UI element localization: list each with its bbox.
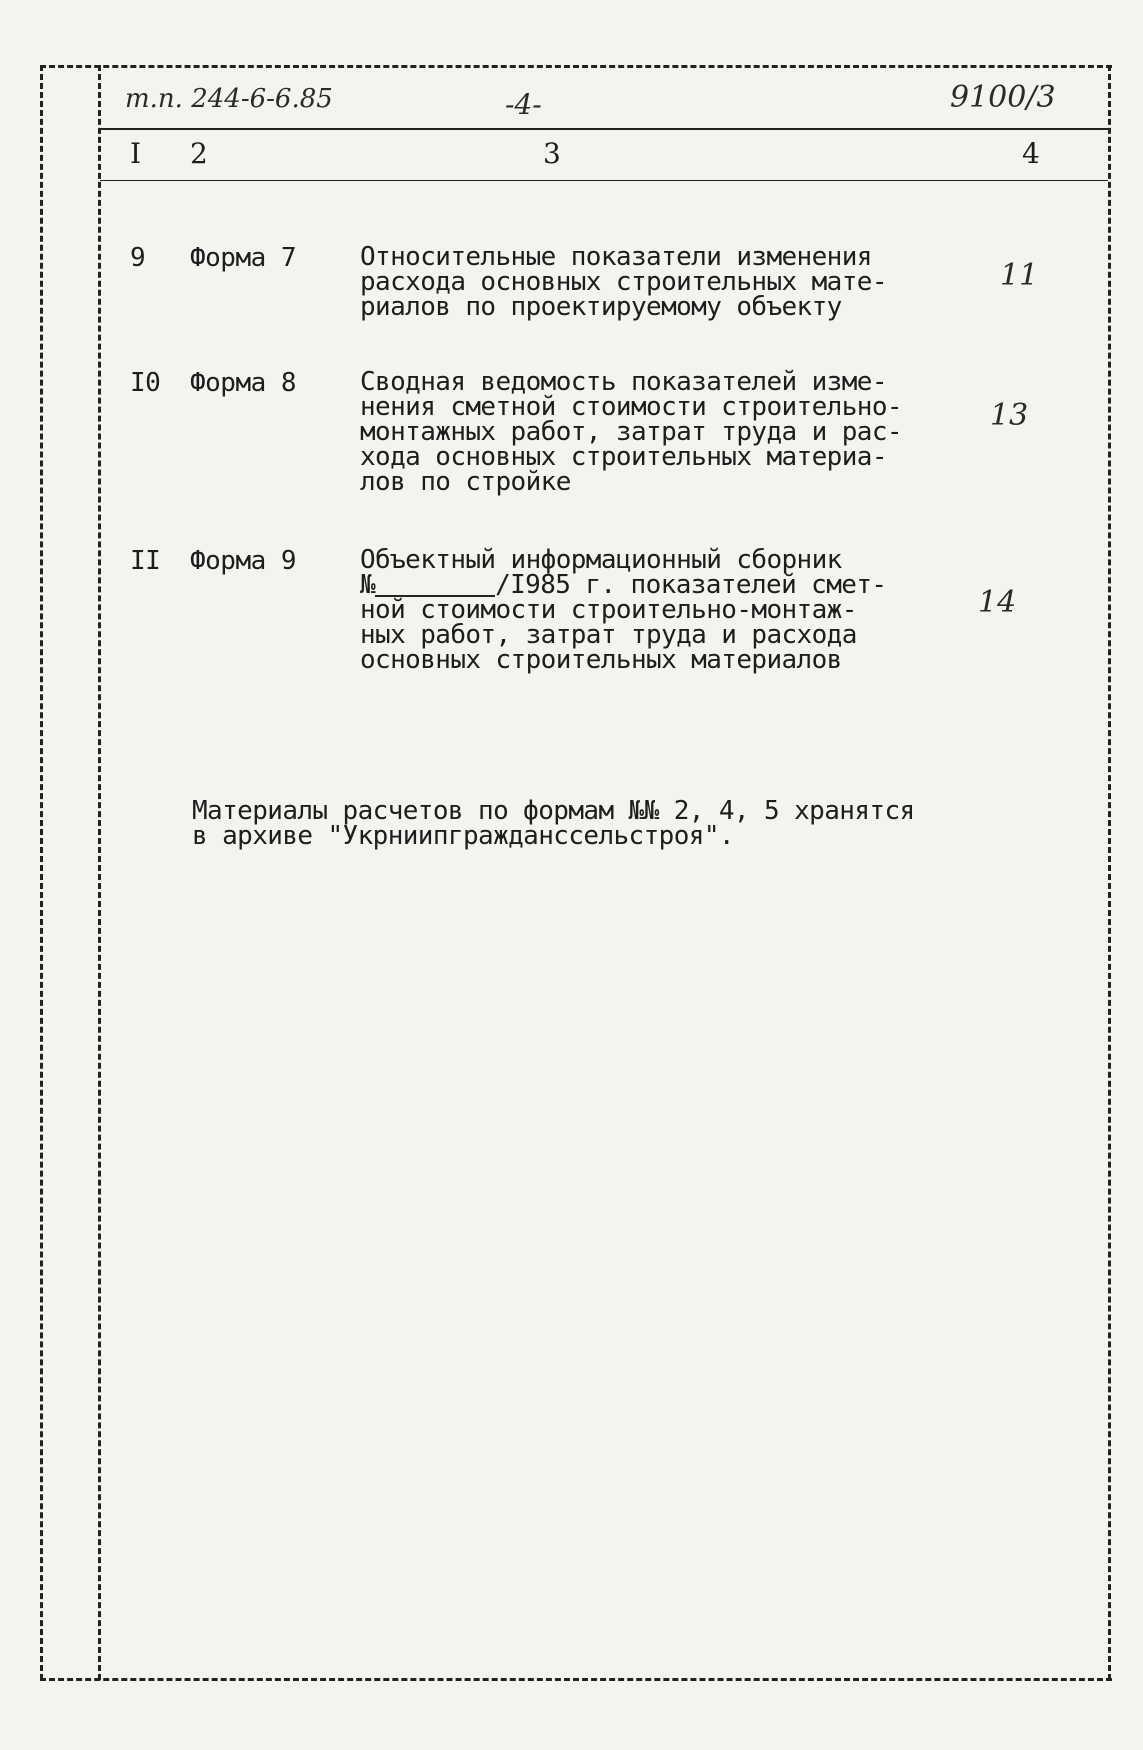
row-page: 14 xyxy=(978,585,1017,620)
column-header-2: 2 xyxy=(190,137,208,170)
row-description-line: ной стоимости строительно-монтаж- xyxy=(360,595,857,625)
row-description-line: риалов по проектируемому объекту xyxy=(360,292,842,322)
row-description-line: лов по стройке xyxy=(360,467,571,497)
column-header-4: 4 xyxy=(1022,137,1040,170)
header-rule xyxy=(100,128,1108,130)
row-description-line: основных строительных материалов xyxy=(360,645,842,675)
row-number: 9 xyxy=(130,243,146,273)
row-form: Форма 7 xyxy=(190,243,297,273)
column-header-rule xyxy=(100,180,1108,181)
frame-top-border xyxy=(40,65,1112,68)
number-sign: № xyxy=(360,570,376,600)
column-header-1: I xyxy=(130,137,142,170)
row-description-line: монтажных работ, затрат труда и рас- xyxy=(360,417,902,447)
archive-note-line: Материалы расчетов по формам №№ 2, 4, 5 хранятся xyxy=(192,796,915,826)
row-number: II xyxy=(130,546,161,576)
frame-bottom-border xyxy=(40,1678,1112,1681)
row-form: Форма 9 xyxy=(190,546,297,576)
frame-binding-border xyxy=(98,65,101,1680)
row-page: 13 xyxy=(990,398,1029,433)
row-description-line: Сводная ведомость показателей изме- xyxy=(360,367,887,397)
row-description-line: Относительные показатели изменения xyxy=(360,242,872,272)
row-form: Форма 8 xyxy=(190,368,297,398)
collection-year-text: /I985 г. показателей смет- xyxy=(495,570,887,600)
frame-right-border xyxy=(1108,65,1111,1680)
doc-code: т.п. 244-6-6.85 xyxy=(125,84,333,114)
blank-number-field xyxy=(375,573,495,597)
row-description-line: хода основных строительных материа- xyxy=(360,442,887,472)
column-header-3: 3 xyxy=(543,137,561,170)
archive-note-line: в архиве "Укрниипгражданссельстроя". xyxy=(192,821,734,851)
row-description-line: расхода основных строительных мате- xyxy=(360,267,887,297)
frame-left-border xyxy=(40,65,43,1680)
row-page: 11 xyxy=(1000,258,1039,293)
row-description-line: ных работ, затрат труда и расхода xyxy=(360,620,857,650)
row-number: I0 xyxy=(130,368,161,398)
sheet-code: 9100/3 xyxy=(950,80,1056,115)
page-number: -4- xyxy=(505,88,542,121)
row-description-line: Объектный информационный сборник xyxy=(360,545,842,575)
row-description-line: нения сметной стоимости строительно- xyxy=(360,392,902,422)
